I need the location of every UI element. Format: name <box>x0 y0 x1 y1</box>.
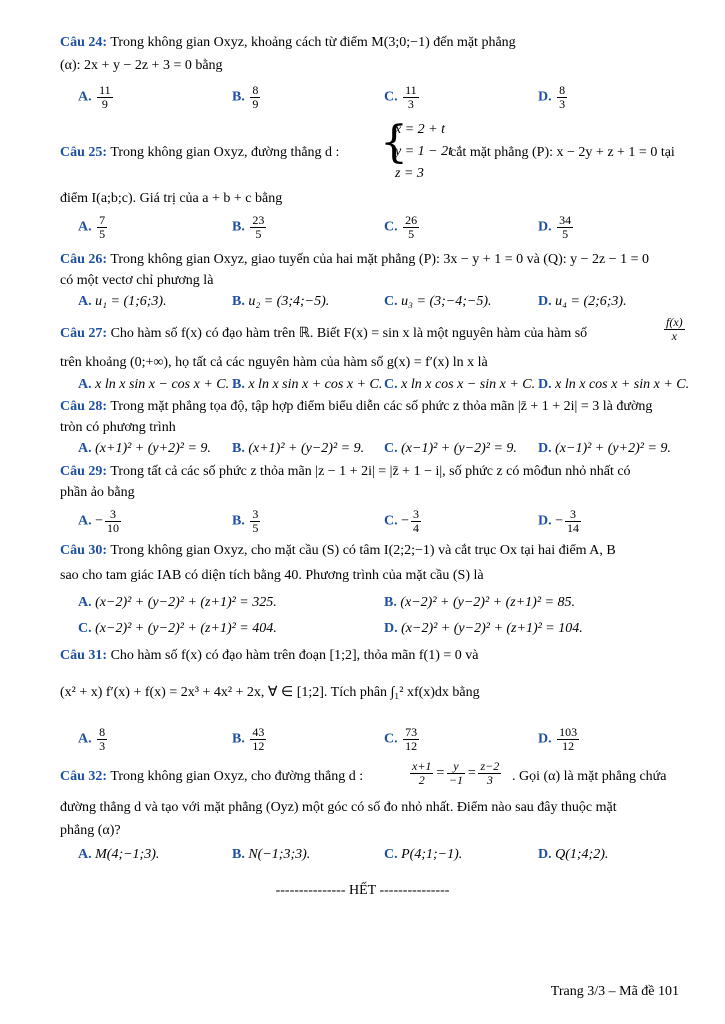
q24-label: Câu 24: <box>60 35 108 50</box>
q27-line1 <box>60 325 665 343</box>
page-footer: Trang 3/3 – Mã đề 101 <box>550 984 679 999</box>
q26-stem: Trong không gian Oxyz, giao tuyến của hai mặt phẳng (P): 3x − y + 1 = 0 và (Q): y − 2z − 1 = 0 <box>110 252 650 267</box>
q32-stem3: phẳng (α)? <box>60 823 121 838</box>
q31-option-b[interactable]: B. $\frac{43}{12}$ <box>232 725 265 753</box>
q32-line3 <box>60 822 691 840</box>
q25-stem-a: Trong không gian Oxyz, đường thẳng d : <box>110 145 340 160</box>
q29-stem2: phần ảo bằng <box>60 485 135 500</box>
q29-option-b[interactable]: B. $\frac{3}{5}$ <box>232 507 259 535</box>
q27-option-d[interactable]: D. x ln x cos x + sin x + C. <box>538 377 690 392</box>
q29-label: Câu 29: <box>60 464 108 479</box>
q31-line1 <box>60 647 691 665</box>
q27-stem2: trên khoảng (0;+∞), họ tất cả các nguyên hàm của hàm số g(x) = f′(x) ln x là <box>60 355 488 370</box>
q25-system-brace: { <box>380 117 408 168</box>
q31-option-a[interactable]: A. $\frac{8}{3}$ <box>78 725 106 753</box>
q24-option-a[interactable]: A. $\frac{11}{9}$ <box>78 83 111 111</box>
q28-label: Câu 28: <box>60 399 108 414</box>
q30-option-b[interactable]: B. (x−2)² + (y−2)² + (z+1)² = 85. <box>384 595 575 610</box>
q25-stem-b: cắt mặt phẳng (P): x − 2y + z + 1 = 0 tại <box>450 145 675 160</box>
q32-label: Câu 32: <box>60 769 108 784</box>
q28-option-b[interactable]: B. (x+1)² + (y−2)² = 9. <box>232 441 365 456</box>
q28-option-a[interactable]: A. (x+1)² + (y+2)² = 9. <box>78 441 211 456</box>
q32-line1 <box>60 768 363 786</box>
q30-option-a[interactable]: A. (x−2)² + (y−2)² + (z+1)² = 325. <box>78 595 277 610</box>
q31-stem: Cho hàm số f(x) có đạo hàm trên đoạn [1;2], thỏa mãn f(1) = 0 và <box>110 648 479 663</box>
q32-option-b[interactable]: B. N(−1;3;3). <box>232 847 311 862</box>
q29-line1 <box>60 463 691 481</box>
q27-line2 <box>60 354 691 372</box>
q28-stem: Trong mặt phẳng tọa độ, tập hợp điểm biểu diễn các số phức z thỏa mãn |z̄ + 1 + 2i| = 3 là đường <box>110 399 653 414</box>
q32-stem-a: Trong không gian Oxyz, cho đường thẳng d : <box>110 769 364 784</box>
q31-option-d[interactable]: D. $\frac{103}{12}$ <box>538 725 578 753</box>
q32-option-d[interactable]: D. Q(1;4;2). <box>538 847 609 862</box>
q25-option-d[interactable]: D. $\frac{34}{5}$ <box>538 213 572 241</box>
q28-line2 <box>60 419 691 437</box>
q26-option-d[interactable]: D. u₄ = (2;6;3). <box>538 294 627 309</box>
q25-stem2: điểm I(a;b;c). Giá trị của a + b + c bằng <box>60 191 283 206</box>
q28-option-c[interactable]: C. (x−1)² + (y−2)² = 9. <box>384 441 517 456</box>
q28-stem2: tròn có phương trình <box>60 420 176 435</box>
q25-system-line: z = 3 <box>395 166 424 181</box>
q26-line1 <box>60 251 691 269</box>
q24-stem2: (α): 2x + y − 2z + 3 = 0 bằng <box>60 58 223 73</box>
q27-option-c[interactable]: C. x ln x cos x − sin x + C. <box>384 377 536 392</box>
q28-option-d[interactable]: D. (x−1)² + (y+2)² = 9. <box>538 441 671 456</box>
q27-label: Câu 27: <box>60 326 108 341</box>
q29-option-d[interactable]: D. − $\frac{3}{14}$ <box>538 507 580 535</box>
q25-line1 <box>60 144 339 162</box>
q31-label: Câu 31: <box>60 648 108 663</box>
q24-stem: Trong không gian Oxyz, khoảng cách từ điểm M(3;0;−1) đến mặt phẳng <box>110 35 516 50</box>
q30-line2 <box>60 567 691 585</box>
q30-option-d[interactable]: D. (x−2)² + (y−2)² + (z+1)² = 104. <box>384 621 583 636</box>
q30-stem2: sao cho tam giác IAB có diện tích bằng 40. Phương trình của mặt cầu (S) là <box>60 568 484 583</box>
q24-option-c[interactable]: C. $\frac{11}{3}$ <box>384 83 417 111</box>
q24-option-d[interactable]: D. $\frac{8}{3}$ <box>538 83 566 111</box>
q25-option-a[interactable]: A. $\frac{7}{5}$ <box>78 213 106 241</box>
q25-option-b[interactable]: B. $\frac{23}{5}$ <box>232 213 265 241</box>
q32-stem2: đường thẳng d và tạo với mặt phẳng (Oyz) một góc có số đo nhỏ nhất. Điểm nào sau đây thuộc mặt <box>60 800 617 815</box>
q25-option-c[interactable]: C. $\frac{26}{5}$ <box>384 213 418 241</box>
q32-line-equation: $\frac{x+1}{2}$ = $\frac{y}{-1}$ = $\frac{z-2}{3}$ <box>412 759 500 787</box>
q32-line2 <box>60 799 691 817</box>
q30-stem: Trong không gian Oxyz, cho mặt cầu (S) có tâm I(2;2;−1) và cắt trục Ox tại hai điểm A, B <box>110 543 616 558</box>
q31-line2 <box>60 684 691 702</box>
q32-option-c[interactable]: C. P(4;1;−1). <box>384 847 463 862</box>
q25-label: Câu 25: <box>60 145 108 160</box>
q24-line1 <box>60 34 691 52</box>
q29-line2 <box>60 484 691 502</box>
q29-option-a[interactable]: A. − $\frac{3}{10}$ <box>78 507 120 535</box>
q32-option-a[interactable]: A. M(4;−1;3). <box>78 847 160 862</box>
q25-line2 <box>60 190 691 208</box>
q24-option-b[interactable]: B. $\frac{8}{9}$ <box>232 83 259 111</box>
q26-stem2: có một vectơ chỉ phương là <box>60 273 214 288</box>
q30-option-c[interactable]: C. (x−2)² + (y−2)² + (z+1)² = 404. <box>78 621 277 636</box>
q26-label: Câu 26: <box>60 252 108 267</box>
q24-line2 <box>60 57 691 75</box>
q25-system-line: x = 2 + t <box>395 122 445 137</box>
q31-option-c[interactable]: C. $\frac{73}{12}$ <box>384 725 418 753</box>
q27-stem: Cho hàm số f(x) có đạo hàm trên ℝ. Biết F(x) = sin x là một nguyên hàm của hàm số <box>110 326 588 341</box>
q30-label: Câu 30: <box>60 543 108 558</box>
q27-fraction: $\frac{f(x)}{x}$ <box>666 315 683 343</box>
q31-stem2: (x² + x) f′(x) + f(x) = 2x³ + 4x² + 2x, ∀ ∈ [1;2]. Tích phân ∫₁² xf(x)dx bằng <box>60 685 480 700</box>
q28-line1 <box>60 398 691 416</box>
q27-option-b[interactable]: B. x ln x sin x + cos x + C. <box>232 377 383 392</box>
q29-stem: Trong tất cả các số phức z thỏa mãn |z − 1 + 2i| = |z̄ + 1 − i|, số phức z có môđun nhỏ nhất có <box>110 464 631 479</box>
q30-line1 <box>60 542 691 560</box>
q25-system-line: y = 1 − 2t <box>395 144 452 159</box>
q29-option-c[interactable]: C. − $\frac{3}{4}$ <box>384 507 420 535</box>
q27-option-a[interactable]: A. x ln x sin x − cos x + C. <box>78 377 230 392</box>
q26-option-c[interactable]: C. u₃ = (3;−4;−5). <box>384 294 492 309</box>
q26-line2 <box>60 272 691 290</box>
q26-option-a[interactable]: A. u₁ = (1;6;3). <box>78 294 167 309</box>
q32-stem-b: . Gọi (α) là mặt phẳng chứa <box>512 769 667 784</box>
end-mark: --------------- HẾT --------------- <box>275 883 450 898</box>
q26-option-b[interactable]: B. u₂ = (3;4;−5). <box>232 294 330 309</box>
